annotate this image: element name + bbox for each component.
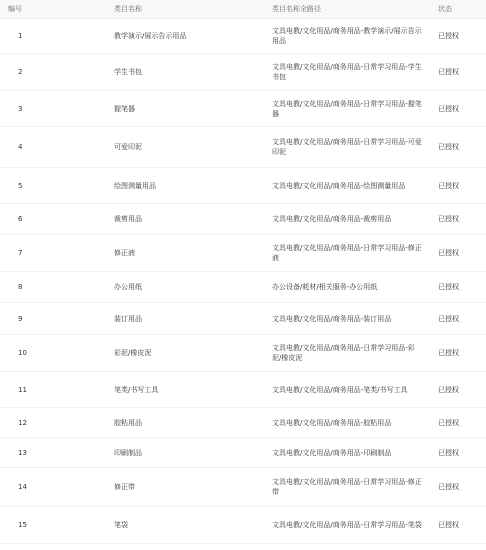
row-category-path: 文具电教/文化用品/商务用品-笔类/书写工具: [272, 385, 408, 394]
row-category-name: 可爱印泥: [114, 143, 142, 151]
row-id: 4: [18, 143, 23, 151]
table-row: [0, 438, 486, 468]
row-id: 11: [18, 385, 27, 394]
row-category-name: 绘图测量用品: [114, 181, 156, 190]
column-header-path: 类目名称全路径: [272, 5, 321, 13]
row-id: 7: [18, 249, 23, 257]
row-id: 2: [18, 68, 23, 76]
row-id: 8: [18, 283, 23, 291]
row-category-name: 彩泥/橡皮泥: [114, 349, 152, 357]
table-row: [0, 272, 486, 303]
table-row: [0, 335, 486, 372]
table-row: [0, 19, 486, 54]
row-status: 已授权: [438, 32, 459, 40]
row-id: 9: [18, 314, 23, 323]
row-category-name: 学生书包: [114, 68, 142, 76]
row-status: 已授权: [438, 104, 459, 113]
row-status: 已授权: [438, 521, 459, 529]
row-category-name: 握笔器: [114, 104, 135, 113]
table-row: [0, 468, 486, 507]
row-status: 已授权: [438, 143, 459, 151]
row-id: 1: [18, 32, 23, 40]
row-category-path: 文具电教/文化用品/商务用品-日常学习用品-握笔器: [272, 99, 422, 118]
table-row: [0, 235, 486, 272]
table-row: [0, 507, 486, 544]
table-body: [0, 19, 486, 544]
row-id: 6: [18, 215, 23, 223]
row-category-path: 文具电教/文化用品/商务用品-装订用品: [272, 314, 392, 323]
row-category-name: 修正液: [114, 249, 135, 257]
row-category-name: 修正带: [114, 483, 135, 491]
column-header-id: 编号: [8, 5, 22, 13]
row-id: 13: [18, 448, 27, 457]
row-category-path: 文具电教/文化用品/商务用品-日常学习用品-可爱印泥: [272, 138, 422, 156]
row-id: 14: [18, 483, 27, 491]
row-category-path: 文具电教/文化用品/商务用品-日常学习用品-笔袋: [272, 521, 422, 529]
row-category-path: 文具电教/文化用品/商务用品-日常学习用品-修正带: [272, 478, 422, 496]
row-id: 15: [18, 521, 27, 529]
row-category-path: 文具电教/文化用品/商务用品-裁剪用品: [272, 215, 392, 223]
table-row: [0, 127, 486, 168]
row-category-path: 文具电教/文化用品/商务用品-印刷制品: [272, 448, 392, 457]
column-header-status: 状态: [438, 5, 452, 13]
row-status: 已授权: [438, 249, 459, 257]
row-category-path: 办公设备/耗材/相关服务-办公用纸: [272, 283, 378, 291]
row-category-name: 笔类/书写工具: [114, 385, 159, 394]
row-category-path: 文具电教/文化用品/商务用品-绘图测量用品: [272, 181, 406, 190]
row-status: 已授权: [438, 483, 459, 491]
row-category-name: 印刷制品: [114, 448, 142, 457]
row-category-name: 裁剪用品: [114, 215, 142, 223]
row-status: 已授权: [438, 181, 459, 190]
row-category-path: 文具电教/文化用品/商务用品-日常学习用品-彩泥/橡皮泥: [272, 344, 415, 362]
row-status: 已授权: [438, 418, 459, 427]
row-category-name: 装订用品: [114, 314, 142, 323]
row-id: 3: [18, 104, 23, 113]
row-status: 已授权: [438, 349, 459, 357]
row-category-name: 笔袋: [114, 521, 128, 529]
row-category-path: 文具电教/文化用品/商务用品-日常学习用品-学生书包: [272, 63, 422, 81]
table-row: [0, 372, 486, 408]
row-status: 已授权: [438, 215, 459, 223]
row-status: 已授权: [438, 385, 459, 394]
row-category-name: 胶粘用品: [114, 418, 142, 427]
row-category-name: 教学演示/展示告示用品: [114, 32, 187, 40]
table-row: [0, 303, 486, 335]
table-row: [0, 204, 486, 235]
row-status: 已授权: [438, 68, 459, 76]
row-id: 12: [18, 418, 27, 427]
row-category-path: 文具电教/文化用品/商务用品-胶粘用品: [272, 418, 392, 427]
row-id: 10: [18, 349, 27, 357]
row-status: 已授权: [438, 314, 459, 323]
column-header-name: 类目名称: [114, 5, 142, 13]
table-row: [0, 54, 486, 91]
table-row: [0, 91, 486, 127]
table-row: [0, 408, 486, 438]
table-row: [0, 168, 486, 204]
row-category-path: 文具电教/文化用品/商务用品-日常学习用品-修正液: [272, 244, 422, 262]
row-status: 已授权: [438, 283, 459, 291]
row-category-name: 办公用纸: [114, 283, 142, 291]
row-category-path: 文具电教/文化用品/商务用品-教学演示/展示告示用品: [272, 27, 422, 45]
table-header: [0, 0, 486, 19]
row-id: 5: [18, 181, 23, 190]
row-status: 已授权: [438, 448, 459, 457]
